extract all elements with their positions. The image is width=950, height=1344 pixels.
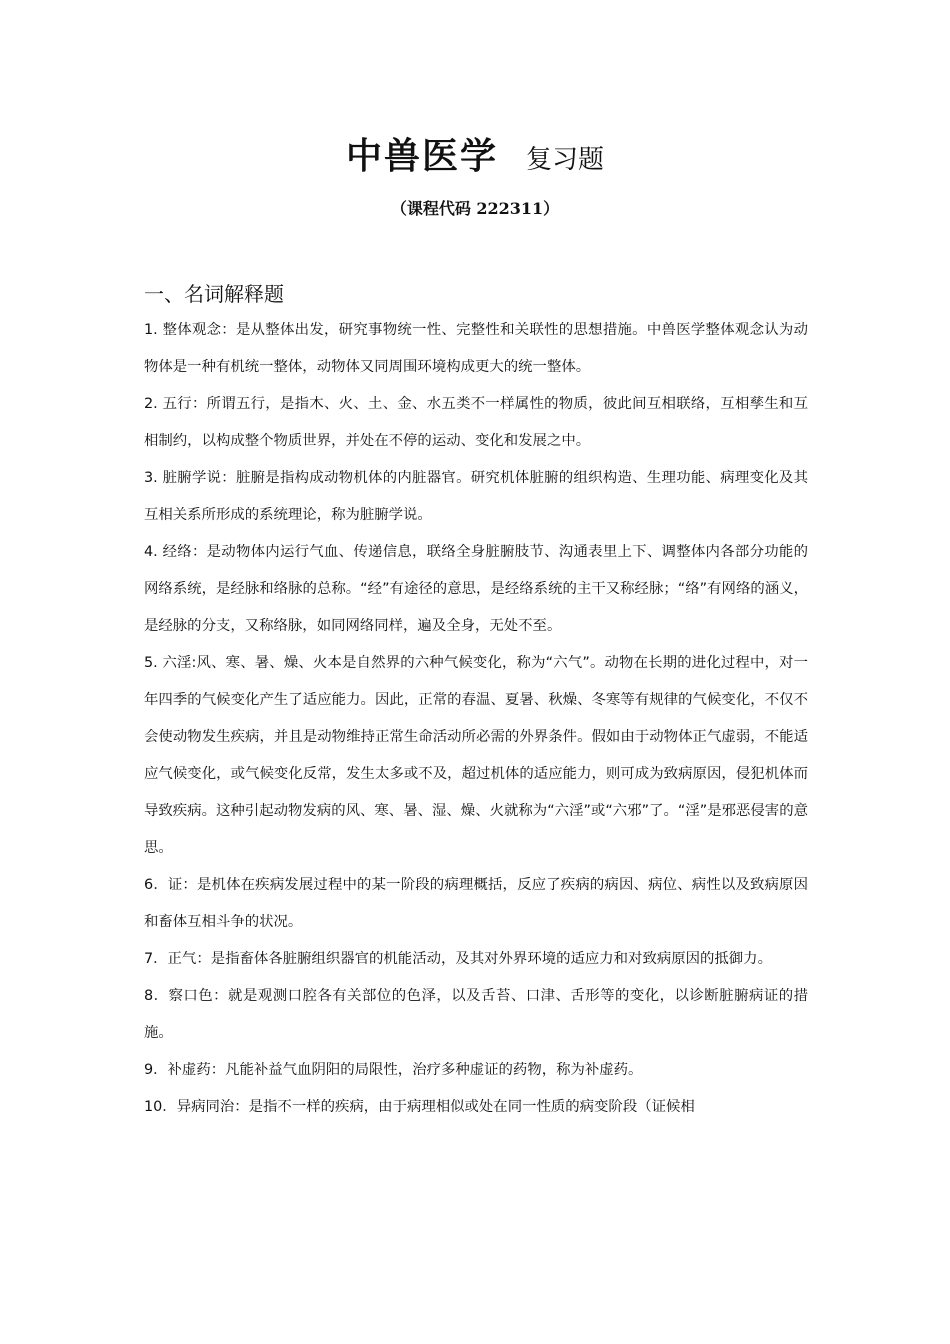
definition-entry: 3. 脏腑学说：脏腑是指构成动物机体的内脏器官。研究机体脏腑的组织构造、生理功能、病理变化及其互相关系所形成的系统理论，称为脏腑学说。 — [144, 470, 808, 523]
definition-entry: 5. 六淫:风、寒、暑、燥、火本是自然界的六种气候变化，称为“六气”。动物在长期的进化过程中，对一年四季的气候变化产生了适应能力。因此，正常的春温、夏暑、秋燥、冬寒等有规律的气候变化，不仅不会使动物发生疾病，并且是动物维持正常生命活动所必需的外界条件。假如由于动物体正气虚弱，不能适应气候变化，或气候变化反常，发生太多或不及，超过机体的适应能力，则可成为致病原因，侵犯机体而导致疾病。这种引起动物发病的风、寒、暑、湿、燥、火就称为“六淫”或“六邪”了。“淫”是邪恶侵害的意思。 — [144, 655, 808, 856]
course-code: （课程代码 222311） — [390, 199, 560, 218]
definition-list — [144, 312, 808, 1126]
definition-entry: 6．证：是机体在疾病发展过程中的某一阶段的病理概括，反应了疾病的病因、病位、病性以及致病原因和畜体互相斗争的状况。 — [144, 877, 808, 930]
definition-entry: 9．补虚药：凡能补益气血阴阳的局限性，治疗多种虚证的药物，称为补虚药。 — [144, 1062, 643, 1078]
section-heading: 一、名词解释题 — [144, 282, 284, 306]
title-sub: 复习题 — [526, 145, 605, 175]
definition-entry: 8．察口色：就是观测口腔各有关部位的色泽，以及舌苔、口津、舌形等的变化，以诊断脏腑病证的措施。 — [144, 988, 808, 1041]
definition-entry: 2. 五行：所谓五行，是指木、火、土、金、水五类不一样属性的物质，彼此间互相联络，互相孳生和互相制约，以构成整个物质世界，并处在不停的运动、变化和发展之中。 — [144, 396, 808, 449]
definition-entry: 7．正气：是指畜体各脏腑组织器官的机能活动，及其对外界环境的适应力和对致病原因的抵御力。 — [144, 951, 772, 967]
title-main: 中兽医学 — [345, 136, 498, 177]
definition-entry: 4. 经络：是动物体内运行气血、传递信息，联络全身脏腑肢节、沟通表里上下、调整体内各部分功能的网络系统，是经脉和络脉的总称。“经”有途径的意思，是经络系统的主干又称经脉；“络”有网络的涵义，是经脉的分支，又称络脉，如同网络同样，遍及全身，无处不至。 — [144, 544, 808, 634]
document-title — [0, 128, 950, 179]
definition-entry: 1. 整体观念：是从整体出发，研究事物统一性、完整性和关联性的思想措施。中兽医学整体观念认为动物体是一种有机统一整体，动物体又同周围环境构成更大的统一整体。 — [144, 322, 808, 375]
definition-entry: 10．异病同治：是指不一样的疾病，由于病理相似或处在同一性质的病变阶段（证候相 — [144, 1099, 695, 1115]
